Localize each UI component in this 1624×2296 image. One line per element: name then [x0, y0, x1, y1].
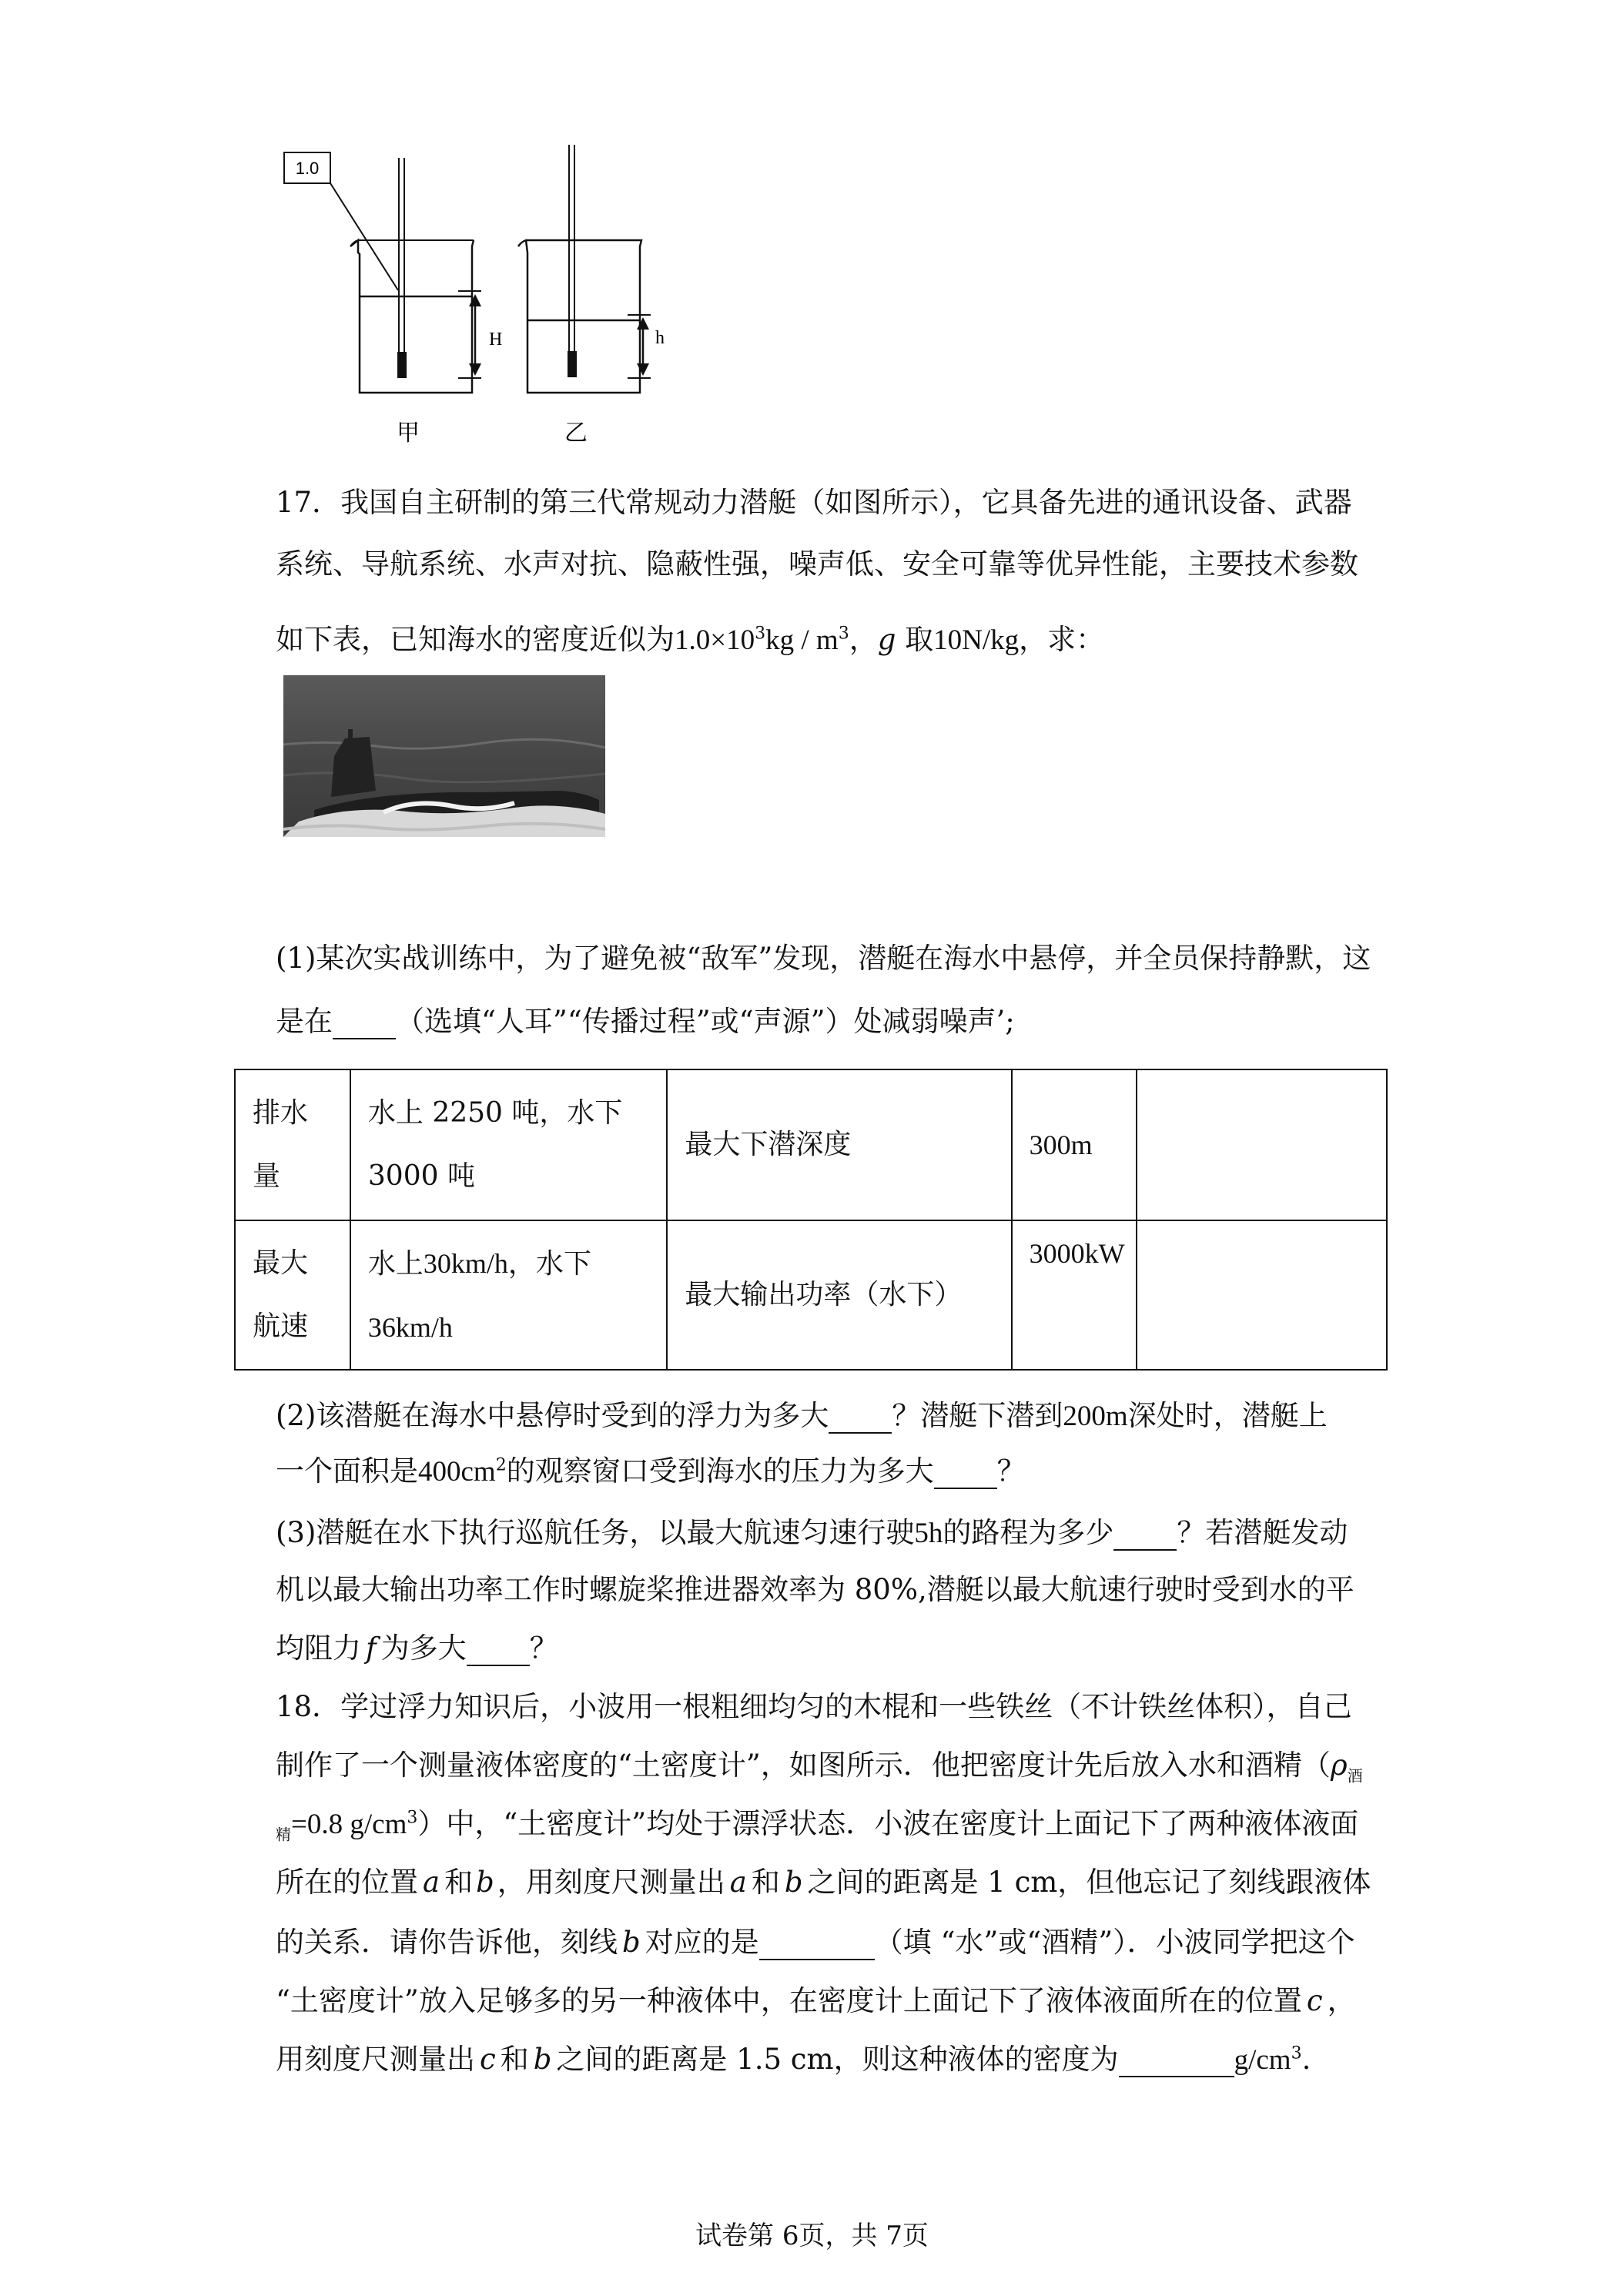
beaker-right — [518, 240, 641, 393]
page-footer: 试卷第 6页，共 7页 — [695, 2221, 929, 2251]
table-cell: 最大输出功率（水下） — [667, 1220, 1011, 1370]
densimeter-weight-left — [397, 352, 407, 378]
q17-p3-line-2: 机以最大输出功率工作时螺旋桨推进器效率为 80%,潜艇以最大航速行驶时受到水的平 — [276, 1573, 1354, 1606]
q18-line-4: 所在的位置 a 和 b ，用刻度尺测量出 a 和 b 之间的距离是 1 cm，但他忘记了刻线跟液体 — [276, 1866, 1371, 1899]
submarine-params-table — [234, 1069, 1388, 1371]
scale-reading-label: 1.0 — [295, 159, 320, 178]
answer-blank-3[interactable] — [934, 1454, 997, 1489]
table-cell — [1137, 1069, 1387, 1220]
height-label-h: h — [655, 328, 665, 348]
answer-blank-2[interactable] — [829, 1399, 892, 1434]
submarine-photo — [283, 675, 605, 837]
beakers-figure — [273, 139, 689, 454]
table-cell: 3000kW — [1012, 1220, 1137, 1370]
q17-p3-line-3: 均阻力 f 为多大 ？ — [276, 1632, 558, 1665]
table-cell: 水上30km/h，水下 36km/h — [350, 1220, 667, 1370]
q18-line-3: $_精$=0.8 $g/cm^3$）中，“土密度计”均处于漂浮状态．小波在密度计上面记下了两种液体液面 — [276, 1807, 1359, 1844]
table-row — [235, 1220, 1387, 1370]
q18-line-5: 的关系．请你告诉他，刻线 b 对应的是 （填 “水”或“酒精”）．小波同学把这个 — [276, 1926, 1355, 1959]
table-row — [235, 1069, 1387, 1220]
densimeter-weight-right — [568, 351, 577, 377]
table-cell: 最大下潜深度 — [667, 1069, 1011, 1220]
q18-line-7: 用刻度尺测量出 c 和 b 之间的距离是 1.5 cm，则这种液体的密度为 $g/cm^3$. — [276, 2043, 1311, 2076]
answer-blank-5[interactable] — [467, 1632, 530, 1666]
beaker-left — [350, 240, 474, 393]
q17-line-3: 如下表，已知海水的密度近似为$1.0\times 10^3kg / m^3$，g 取10N/kg，求： — [276, 623, 1105, 656]
q18-line-2: 制作了一个测量液体密度的“土密度计”，如图所示．他把密度计先后放入水和酒精（$\rho_酒$ — [276, 1749, 1363, 1786]
answer-blank-4[interactable] — [1113, 1516, 1177, 1551]
q18-line-6: “土密度计”放入足够多的另一种液体中，在密度计上面记下了液体液面所在的位置 c ， — [276, 1984, 1356, 2017]
answer-blank-7[interactable] — [1119, 2043, 1234, 2077]
height-label-H: H — [489, 330, 503, 350]
caption-right: 乙 — [564, 420, 588, 447]
q18-line-1: 18．学过浮力知识后，小波用一根粗细均匀的木棍和一些铁丝（不计铁丝体积），自己 — [276, 1690, 1352, 1723]
q17-p2-line-2: 一个面积是$400cm^2$的观察窗口受到海水的压力为多大 ？ — [276, 1454, 1026, 1488]
table-cell: 最大航速 — [235, 1220, 350, 1370]
caption-left: 甲 — [397, 420, 420, 447]
q17-p2-line-1: (2)该潜艇在海水中悬停时受到的浮力为多大 ？潜艇下潜到200m深处时，潜艇上 — [276, 1399, 1328, 1432]
table-cell — [1137, 1220, 1387, 1370]
q17-p3-line-1: (3)潜艇在水下执行巡航任务，以最大航速匀速行驶5h的路程为多少 ？若潜艇发动 — [276, 1516, 1348, 1549]
q17-line-2: 系统、导航系统、水声对抗、隐蔽性强，噪声低、安全可靠等优异性能，主要技术参数 — [276, 547, 1358, 581]
q17-line-1: 17．我国自主研制的第三代常规动力潜艇（如图所示），它具备先进的通讯设备、武器 — [276, 486, 1352, 519]
table-cell: 水上 2250 吨，水下 3000 吨 — [350, 1069, 667, 1220]
answer-blank-6[interactable] — [759, 1926, 875, 1960]
table-cell: 300m — [1012, 1069, 1137, 1220]
table-cell: 排水量 — [235, 1069, 350, 1220]
q17-p1-line-2: 是在 （选填“人耳”“传播过程”或“声源”）处减弱噪声’; — [276, 1005, 1015, 1038]
answer-blank-1[interactable] — [333, 1005, 396, 1039]
q17-p1-line-1: (1)某次实战训练中，为了避免被“敌军”发现，潜艇在海水中悬停，并全员保持静默，这 — [276, 942, 1371, 975]
